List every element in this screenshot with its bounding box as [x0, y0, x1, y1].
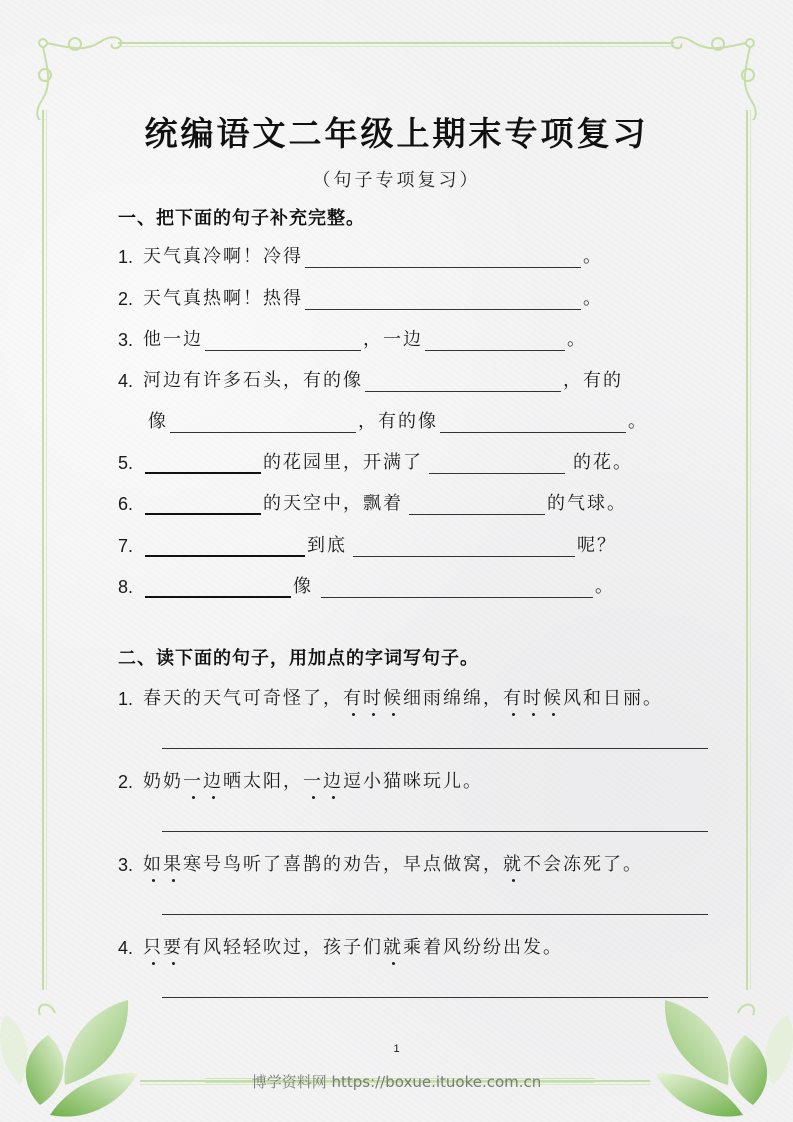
sentence-item-4	[118, 929, 563, 959]
sentence-text: 春天的天气可奇怪了，有时候细雨绵绵，有时候风和日丽。	[143, 688, 664, 709]
answer-blank[interactable]	[145, 533, 305, 557]
item-prompt: 天气真热啊！热得	[143, 288, 304, 309]
sentence-text: 如果寒号鸟听了喜鹊的劝告，早点做窝，就不会冻死了。	[143, 854, 644, 875]
item-number: 3.	[118, 330, 134, 350]
answer-blank[interactable]	[305, 245, 581, 268]
item-end: 。	[583, 246, 604, 267]
item-number: 3.	[118, 855, 134, 875]
frame-top-line-inner	[118, 46, 674, 47]
answer-blank[interactable]	[425, 328, 565, 351]
frame-left-line-inner	[46, 110, 47, 990]
item-mid: ，有的像	[358, 411, 438, 432]
answer-blank[interactable]	[170, 410, 356, 433]
fill-item-5	[118, 444, 633, 474]
frame-right-line	[746, 110, 748, 990]
item-end: 。	[583, 288, 604, 309]
watermark-text: 博学资料网 https://boxue.ituoke.com.cn	[251, 1073, 542, 1091]
fill-item-3	[118, 321, 587, 351]
answer-line[interactable]	[162, 997, 708, 998]
answer-blank[interactable]	[440, 410, 626, 433]
answer-line[interactable]	[162, 748, 708, 749]
sentence-item-1	[118, 680, 663, 710]
page-subtitle: （句子专项复习）	[312, 170, 481, 191]
fill-item-8	[118, 568, 615, 598]
item-number: 7.	[118, 536, 134, 556]
answer-line[interactable]	[162, 914, 708, 915]
item-end: 。	[628, 411, 648, 432]
item-number: 2.	[118, 289, 134, 309]
answer-blank[interactable]	[145, 574, 291, 598]
frame-right-line-inner	[750, 110, 751, 990]
fill-item-2	[118, 280, 603, 310]
item-number: 2.	[118, 772, 134, 792]
fill-item-4-line-2	[148, 403, 648, 433]
item-number: 1.	[118, 689, 134, 709]
fill-item-6	[118, 485, 627, 515]
item-end: 的气球。	[547, 493, 628, 514]
answer-line[interactable]	[162, 831, 708, 832]
answer-blank[interactable]	[353, 534, 575, 557]
page-title: 统编语文二年级上期末专项复习	[144, 114, 649, 153]
sentence-text: 只要有风轻轻吹过，孩子们就乘着风纷纷出发。	[143, 937, 564, 958]
item-prompt: 像	[148, 411, 168, 432]
answer-blank[interactable]	[305, 287, 581, 310]
item-number: 4.	[118, 371, 134, 391]
sentence-item-3	[118, 846, 643, 876]
answer-blank[interactable]	[145, 450, 261, 474]
item-mid: 到底	[307, 535, 348, 556]
corner-flourish-top-right-icon	[663, 30, 763, 120]
corner-flourish-top-left-icon	[30, 30, 130, 120]
section-1-heading: 一、把下面的句子补充完整。	[118, 208, 365, 229]
item-prompt: 河边有许多石头，有的像	[143, 370, 364, 391]
item-end: 的花。	[573, 452, 634, 473]
sentence-text: 奶奶一边晒太阳，一边逗小猫咪玩儿。	[143, 771, 484, 792]
section-2-heading: 二、读下面的句子，用加点的字词写句子。	[118, 648, 479, 669]
item-mid: ，一边	[363, 329, 424, 350]
answer-blank[interactable]	[409, 492, 545, 515]
item-number: 5.	[118, 453, 134, 473]
item-mid: 的天空中，飘着	[263, 493, 404, 514]
answer-blank[interactable]	[205, 328, 361, 351]
item-number: 6.	[118, 494, 134, 514]
item-number: 1.	[118, 247, 134, 267]
item-prompt: 天气真冷啊！冷得	[143, 246, 304, 267]
answer-blank[interactable]	[429, 451, 565, 474]
answer-blank[interactable]	[321, 575, 593, 598]
page-number: 1	[393, 1043, 400, 1055]
answer-blank[interactable]	[365, 369, 561, 392]
item-number: 4.	[118, 938, 134, 958]
answer-blank[interactable]	[145, 491, 261, 515]
item-number: 8.	[118, 577, 134, 597]
fill-item-4	[118, 362, 623, 392]
fill-item-7	[118, 527, 617, 557]
item-end: 呢？	[577, 535, 618, 556]
item-mid: ，有的	[563, 370, 624, 391]
sentence-item-2	[118, 763, 483, 793]
item-prompt: 他一边	[143, 329, 204, 350]
frame-left-line	[42, 110, 44, 990]
item-end: 。	[567, 329, 588, 350]
item-mid: 像	[293, 576, 314, 597]
item-end: 。	[595, 576, 616, 597]
frame-top-line	[118, 42, 674, 44]
item-mid: 的花园里，开满了	[263, 452, 424, 473]
fill-item-1	[118, 238, 603, 268]
